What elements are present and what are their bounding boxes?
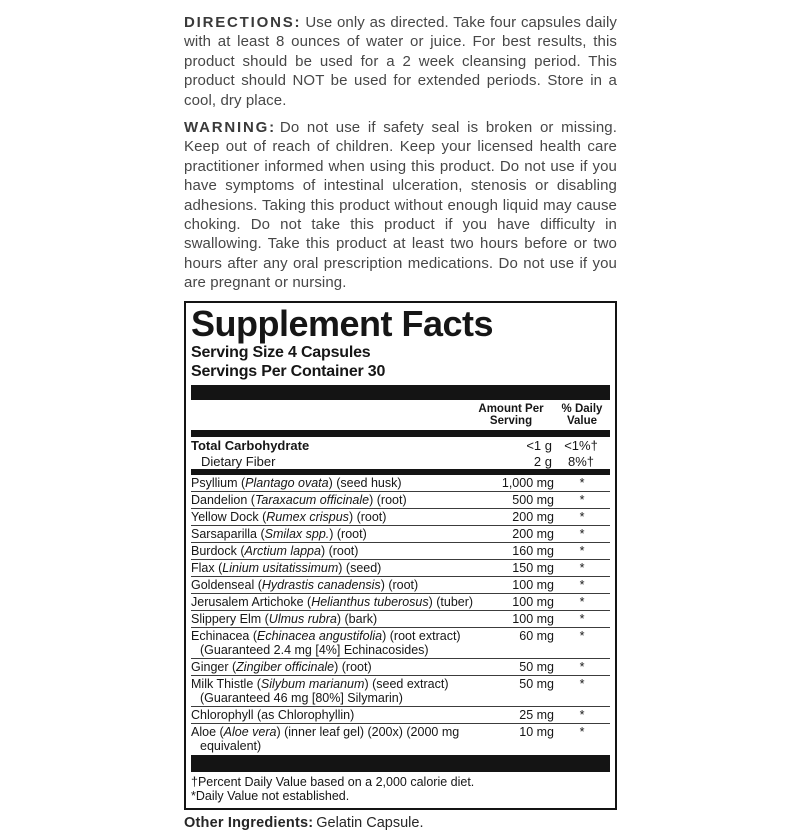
ingredient-name-detail: ) (root): [348, 509, 387, 524]
column-header-amount-line1: Amount Per: [478, 402, 544, 415]
ingredient-name-common: Slippery Elm (: [191, 611, 269, 626]
ingredient-name-common: Goldenseal (: [191, 577, 262, 592]
ingredient-daily-value: *: [579, 577, 585, 592]
ingredient-amount: 160 mg: [512, 543, 554, 558]
ingredient-name: [191, 527, 490, 541]
serving-size: Serving Size 4 Capsules: [191, 343, 371, 361]
footnote-line: *Daily Value not established.: [191, 789, 350, 804]
ingredient-name-detail: ) (root): [380, 577, 419, 592]
ingredient-name-detail: ) (seed extract) (Guaranteed 46 mg [80%] Silymarin): [200, 676, 449, 705]
nutrient-daily-value: 8%†: [567, 453, 595, 469]
ingredient-row: [191, 525, 610, 542]
ingredient-row: [191, 559, 610, 576]
ingredient-name: [191, 493, 490, 507]
column-header-dv-line2: Value: [566, 414, 598, 427]
ingredient-name-latin: Plantago ovata: [245, 475, 329, 490]
column-headers: [191, 400, 610, 430]
ingredient-name-latin: Taraxacum officinale: [254, 492, 370, 507]
ingredient-name-common: Aloe (: [191, 724, 224, 739]
supplement-facts-title: Supplement Facts: [191, 302, 494, 344]
ingredient-row: [191, 593, 610, 610]
ingredient-name-detail: ) (seed husk): [328, 475, 402, 490]
ingredient-amount: 100 mg: [512, 577, 554, 592]
ingredient-row: [191, 610, 610, 627]
ingredient-daily-value: *: [579, 560, 585, 575]
other-ingredients-text: Gelatin Capsule.: [316, 814, 424, 831]
ingredient-row: [191, 723, 610, 754]
ingredient-name-detail: ) (tuber): [428, 594, 474, 609]
ingredient-name-latin: Helianthus tuberosus: [311, 594, 429, 609]
column-header-dv-line1: % Daily: [561, 402, 603, 415]
ingredient-name-detail: ) (root): [369, 492, 407, 507]
warning-text: Do not use if safety seal is broken or missing. Keep out of reach of children. Keep your licensed health care practitioner informed when using this product. Do not use if you have symptoms of intestinal ulceration, stenosis or disabling adhesions. Taking this product without enough liquid may cause choking. Do not take this product if you have difficulty in swallowing. Take this product at least two hours before or two hours after any oral prescription medications. Do not use if you are pregnant or nursing.: [184, 119, 617, 292]
directions-paragraph: [184, 13, 617, 110]
ingredient-name-latin: Ulmus rubra: [268, 611, 337, 626]
other-ingredients-paragraph: [184, 815, 617, 832]
nutrient-row: [191, 453, 610, 469]
ingredient-name: [191, 660, 490, 674]
nutrient-daily-value: <1%†: [564, 437, 598, 453]
nutrient-amount: 2 g: [533, 453, 552, 469]
ingredient-amount: 1,000 mg: [501, 475, 554, 490]
nutrient-rows: [191, 437, 610, 469]
nutrient-name: Dietary Fiber: [201, 453, 276, 469]
ingredient-name: [191, 544, 490, 558]
ingredient-name-detail: ) (inner leaf gel) (200x) (2000 mg equivalent): [200, 724, 460, 753]
ingredient-name-detail: ) (seed): [338, 560, 382, 575]
ingredient-name-common: Burdock (: [191, 543, 245, 558]
ingredient-name-detail: ) (root extract) (Guaranteed 2.4 mg [4%] Echinacosides): [200, 628, 461, 657]
ingredient-name-common: Yellow Dock (: [191, 509, 267, 524]
ingredient-daily-value: *: [579, 594, 585, 609]
ingredient-amount: 100 mg: [512, 611, 554, 626]
ingredient-daily-value: *: [579, 707, 585, 722]
ingredient-name-latin: Zingiber officinale: [236, 659, 335, 674]
supplement-facts-panel: [184, 301, 617, 810]
nutrient-name: Total Carbohydrate: [191, 437, 310, 453]
footnote-line: †Percent Daily Value based on a 2,000 calorie diet.: [191, 774, 475, 789]
ingredient-name: [191, 595, 490, 609]
directions-heading: DIRECTIONS:: [184, 14, 302, 31]
ingredient-row: [191, 675, 610, 706]
ingredient-row: [191, 627, 610, 658]
ingredient-name-detail: ) (bark): [336, 611, 378, 626]
ingredient-row: [191, 706, 610, 723]
ingredient-name-detail: ) (root): [320, 543, 359, 558]
directions-text: Use only as directed. Take four capsules daily with at least 8 ounces of water or juice. For best results, this product should be used for a 2 week cleansing period. This product should NOT be used for extended periods. Store in a cool, dry place.: [184, 14, 617, 109]
other-ingredients-heading: Other Ingredients:: [184, 814, 314, 831]
servings-per-container: Servings Per Container 30: [191, 362, 386, 380]
ingredient-amount: 10 mg: [519, 724, 554, 739]
ingredient-name: [191, 725, 490, 753]
ingredient-amount: 200 mg: [512, 526, 554, 541]
ingredient-name-latin: Echinacea angustifolia: [257, 628, 383, 643]
ingredient-name: [191, 612, 490, 626]
ingredient-daily-value: *: [579, 543, 585, 558]
ingredient-row: [191, 508, 610, 525]
ingredient-amount: 60 mg: [519, 628, 554, 643]
ingredient-name: [191, 677, 490, 705]
ingredient-amount: 25 mg: [519, 707, 554, 722]
ingredient-name-latin: Silybum marianum: [260, 676, 365, 691]
ingredient-row: [191, 475, 610, 491]
divider-thick-bottom: [191, 755, 610, 772]
column-header-amount: [468, 403, 554, 427]
ingredient-daily-value: *: [579, 676, 585, 691]
ingredient-amount: 100 mg: [512, 594, 554, 609]
ingredient-name-latin: Linium usitatissimum: [222, 560, 339, 575]
ingredient-name-detail: ) (root): [329, 526, 367, 541]
column-header-amount-line2: Serving: [489, 414, 533, 427]
ingredient-daily-value: *: [579, 611, 585, 626]
ingredient-name-common: Dandelion (: [191, 492, 255, 507]
ingredient-daily-value: *: [579, 492, 585, 507]
nutrient-row: [191, 437, 610, 453]
ingredient-daily-value: *: [579, 509, 585, 524]
ingredient-row: [191, 576, 610, 593]
ingredient-name-common: Chlorophyll (as Chlorophyllin): [191, 707, 355, 722]
ingredient-name: [191, 578, 490, 592]
ingredient-name-common: Echinacea (: [191, 628, 258, 643]
ingredient-name-common: Psyllium (: [191, 475, 246, 490]
ingredient-name: [191, 561, 490, 575]
ingredient-name-common: Flax (: [191, 560, 223, 575]
ingredient-daily-value: *: [579, 659, 585, 674]
column-header-dv: [554, 403, 610, 427]
divider-thick-top: [191, 385, 610, 400]
ingredient-row: [191, 542, 610, 559]
ingredient-amount: 50 mg: [519, 659, 554, 674]
ingredient-row: [191, 491, 610, 508]
ingredient-daily-value: *: [579, 475, 585, 490]
warning-heading: WARNING:: [184, 119, 276, 137]
ingredient-name-latin: Smilax spp.: [264, 526, 330, 541]
ingredient-name-common: Milk Thistle (: [191, 676, 261, 691]
ingredient-name-common: Sarsaparilla (: [191, 526, 265, 541]
ingredient-daily-value: *: [579, 628, 585, 643]
ingredient-name-latin: Aloe vera: [223, 724, 277, 739]
ingredient-name-detail: ) (root): [334, 659, 372, 674]
ingredient-daily-value: *: [579, 526, 585, 541]
ingredient-name-latin: Arctium lappa: [244, 543, 321, 558]
divider-medium-1: [191, 430, 610, 437]
ingredient-amount: 200 mg: [512, 509, 554, 524]
footnotes: [191, 772, 610, 805]
ingredient-row: [191, 658, 610, 675]
ingredient-name: [191, 629, 490, 657]
ingredient-name-latin: Hydrastis canadensis: [261, 577, 381, 592]
ingredient-name-latin: Rumex crispus: [266, 509, 349, 524]
nutrient-amount: <1 g: [526, 437, 552, 453]
warning-paragraph: [184, 118, 617, 293]
ingredient-daily-value: *: [579, 724, 585, 739]
ingredient-name: [191, 510, 490, 524]
ingredient-amount: 50 mg: [519, 676, 554, 691]
ingredient-rows: [191, 475, 610, 754]
ingredient-name: [191, 708, 490, 722]
label-column: [184, 13, 617, 832]
ingredient-name: [191, 476, 490, 490]
ingredient-amount: 150 mg: [512, 560, 554, 575]
column-header-spacer: [191, 403, 468, 427]
ingredient-amount: 500 mg: [512, 492, 554, 507]
ingredient-name-common: Jerusalem Artichoke (: [191, 594, 312, 609]
ingredient-name-common: Ginger (: [191, 659, 237, 674]
